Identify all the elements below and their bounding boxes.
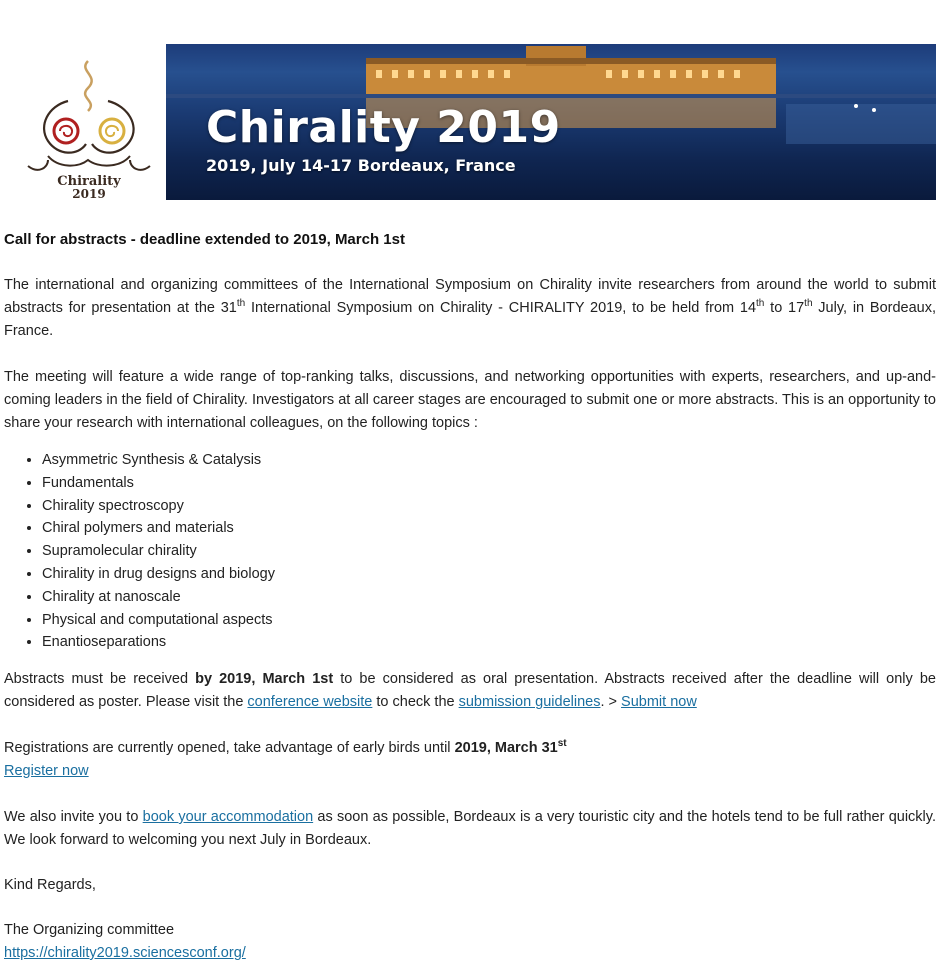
abstracts-deadline: by 2019, March 1st (195, 671, 334, 687)
meeting-text: The meeting will feature a wide range of top-ranking talks, discussions, and networking opportunities with experts, researchers, and up-and-coming leaders in the field of Chirality. Investigators at all career stages are encouraged to submit one or more abstracts. This is an opportunity to share your research with international colleagues, on the following topics : (4, 369, 936, 431)
abstracts-text-1: Abstracts must be received (4, 671, 196, 687)
topic-item: • Supramolecular chirality (42, 540, 642, 563)
topic-item: • Physical and computational aspects (42, 609, 642, 632)
topic-item: • Enantioseparations (42, 631, 642, 654)
registration-deadline: 2019, March 31st (454, 738, 567, 756)
signature-block (4, 919, 936, 965)
closing-block (4, 874, 936, 897)
accommodation-paragraph (4, 806, 936, 852)
topic-item: • Chirality at nanoscale (42, 586, 642, 609)
announcement-heading: Call for abstracts - deadline extended to 2019, March 1st (4, 231, 405, 248)
chirality-logo (18, 56, 160, 201)
signature-text: The Organizing committee (4, 922, 175, 938)
banner (0, 44, 936, 200)
book-accommodation-link[interactable]: book your accommodation (142, 809, 314, 825)
meeting-paragraph (4, 366, 936, 435)
closing-text: Kind Regards, (4, 877, 96, 893)
logo-graphic (18, 56, 160, 176)
topic-item: • Chiral polymers and materials (42, 517, 642, 540)
topic-item: • Chirality in drug designs and biology (42, 563, 642, 586)
topic-item: • Fundamentals (42, 472, 642, 495)
abstracts-text-4: . > (600, 694, 622, 710)
topic-item: • Asymmetric Synthesis & Catalysis (42, 449, 642, 472)
intro-paragraph (4, 274, 936, 343)
register-now-link[interactable]: Register now (4, 763, 89, 779)
announcement-heading-block (4, 230, 936, 250)
abstracts-text-2: to be considered as oral presentation. Abstracts received after the deadline will only be considered as poster. Please visit the (4, 671, 936, 710)
accommodation-text-1: We also invite you to (4, 809, 143, 825)
logo-title: Chirality (57, 174, 121, 189)
intro-text-2: International Symposium on Chirality - CHIRALITY 2019, to be held from 14 (245, 300, 757, 316)
topic-item: • Chirality spectroscopy (42, 495, 642, 518)
submission-guidelines-link[interactable]: submission guidelines (458, 694, 601, 710)
submit-now-link[interactable]: Submit now (621, 694, 697, 710)
hero-image (166, 44, 936, 200)
intro-sup-2: th (756, 298, 765, 310)
abstracts-text-3: to check the (372, 694, 459, 710)
intro-text-1: The international and organizing committees of the International Symposium on Chirality invite researchers from around the world to submit abstracts for presentation at the 31 (4, 277, 936, 316)
logo-year: 2019 (72, 187, 106, 201)
registration-paragraph (4, 737, 936, 783)
registration-text: Registrations are currently opened, take advantage of early birds until (4, 740, 455, 756)
intro-sup-1: th (236, 298, 246, 310)
accommodation-text-2: as soon as possible, Bordeaux is a very touristic city and the hotels tend to be full rather quickly. We look forward to welcoming you next July in Bordeaux. (4, 809, 936, 848)
intro-text-3: to 17 (764, 300, 805, 316)
hero-title: Chirality 2019 (206, 102, 561, 153)
intro-text-4: July, in Bordeaux, France. (4, 300, 936, 339)
hero-subtitle: 2019, July 14-17 Bordeaux, France (206, 156, 516, 175)
topics-list (4, 449, 642, 654)
conference-website-link[interactable]: conference website (247, 694, 373, 710)
site-url-link[interactable]: https://chirality2019.sciencesconf.org/ (4, 945, 246, 961)
intro-sup-3: th (804, 298, 813, 310)
abstracts-paragraph (4, 668, 936, 714)
